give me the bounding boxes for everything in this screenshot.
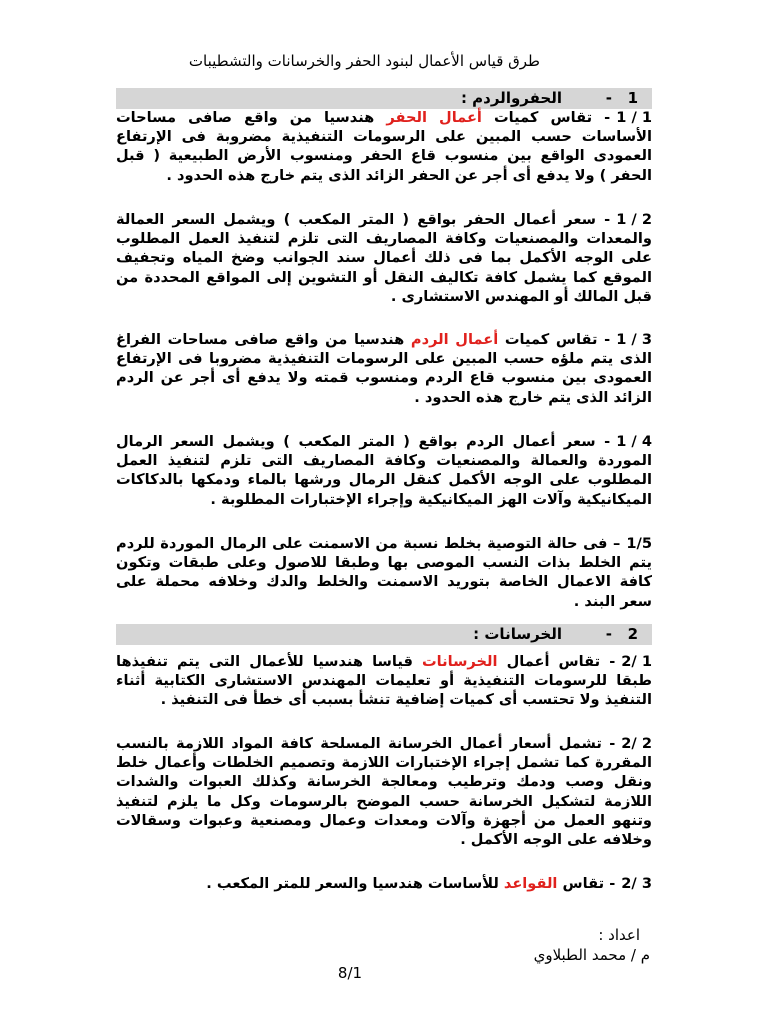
section-number: 2: [627, 625, 638, 643]
clause-highlight: القواعد: [503, 875, 558, 892]
clause-label: 1 / 4: [616, 433, 652, 450]
clause-2-1: [116, 652, 652, 710]
clause-1-1: [116, 108, 652, 185]
clause-text-post: هندسيا من واقع صافى مساحات الأساسات حسب المبين على الرسومات التنفيذية مضروبة فى الإرتفاع العمودى الواقع بين منسوب قاع الحفر ومنسوب الأرض الطبيعية ( قبل الحفر ) ولا يدفع أى أجر عن الحفر الزائد الذى يتم خارج هذه الحدود .: [116, 109, 652, 184]
clause-text-pre: - تقاس كميات: [481, 109, 611, 126]
section-header-concrete: [116, 624, 652, 645]
clause-highlight: الخرسانات: [421, 653, 498, 670]
section-title: الحفروالردم :: [460, 89, 562, 107]
clause-text-pre: – فى حالة التوصية بخلط نسبة من الاسمنت على الرمال الموردة للردم يتم الخلط بذات النسب الموصى بها وطبقا للاصول وعلى طبقات وتكون كافة الاعمال الخاصة بتوريد الاسمنت والخلط والدك وخلافه محملة على سعر البند .: [116, 535, 652, 610]
clause-label: 1/5: [626, 535, 652, 552]
clause-text-pre: - سعر أعمال الردم بواقع ( المتر المكعب ) ويشمل السعر الرمال الموردة والعمالة والمصنعيات وكافة المصاريف التى تلزم لتنفيذ العمل المطلوب على الوجه الأكمل كنقل الرمال ورشها بالماء ودمكها بالدكاكات الميكانيكية وآلات الهز الميكانيكية وإجراء الإختبارات المطلوبة .: [116, 433, 652, 508]
clause-highlight: أعمال الحفر: [386, 109, 482, 126]
clause-1-2: [116, 210, 652, 306]
clause-text-pre: - سعر أعمال الحفر بواقع ( المتر المكعب ) ويشمل السعر العمالة والمعدات والمصنعيات وكافة المصاريف التى تلزم لتنفيذ العمل المطلوب على الوجه الأكمل بما فى ذلك أعمال سند الجوانب وضخ المياه وتجفيف الموقع كما يشمل كافة تكاليف النقل أو التشوين إلى المواقع المحددة من قبل المالك أو المهندس الاستشارى .: [116, 211, 652, 305]
clause-text-pre: - تقاس كميات: [498, 331, 611, 348]
clause-1-4: [116, 432, 652, 509]
section-title: الخرسانات :: [473, 625, 562, 643]
prepared-by-label: اعداد :: [598, 926, 640, 944]
clause-1-5: [116, 534, 652, 611]
clause-label: 2/ 1: [621, 653, 652, 670]
clause-1-3: [116, 330, 652, 407]
clause-text-post: هندسيا من واقع صافى مساحات الفراغ الذى يتم ملؤه حسب المبين على الرسومات التنفيذية مضروبا فى الإرتفاع العمودى بين منسوب قاع الردم ومنسوب قمته ولا يدفع أى أجر عن الردم الزائد الذى يتم خارج هذه الحدود .: [116, 331, 652, 406]
clause-text-pre: - تقاس: [557, 875, 616, 892]
clause-label: 2/ 3: [621, 875, 652, 892]
clause-text-post: قياسا هندسيا للأعمال التى يتم تنفيذها طبقا للرسومات التنفيذية أو تعليمات المهندس الاستشارى الكتابية أثناء التنفيذ ولا تحتسب أى كميات إضافية تنشأ بسبب أى خطأ فى التنفيذ .: [116, 653, 652, 709]
document-title: طرق قياس الأعمال لبنود الحفر والخرسانات والتشطيبات: [188, 52, 540, 70]
clause-text-post: للأساسات هندسيا والسعر للمتر المكعب .: [206, 875, 504, 892]
section-header-excavation: [116, 88, 652, 109]
clause-text-pre: - تقاس أعمال: [497, 653, 616, 670]
clause-label: 1 / 2: [616, 211, 652, 228]
page-number: 8/1: [337, 964, 363, 982]
clause-label: 1 / 1: [616, 109, 653, 126]
clause-2-2: [116, 734, 652, 849]
clause-text-pre: - تشمل أسعار أعمال الخرسانة المسلحة كافة المواد اللازمة بالنسب المقررة كما تشمل إجراء الإختبارات اللازمة وتصميم الخلطات وأعمال خلط ونقل وصب ودمك وترطيب ومعالجة الخرسانة وكذلك العبوات والشدات اللازمة لتشكيل الخرسانة حسب الموضح بالرسومات وكل ما يلزم لتنفيذ وتنهو العمل من أجهزة وآلات ومعدات وعمال ومصنعية وعبوات وسقالات وخلافه على الوجه الأكمل .: [116, 735, 652, 849]
clause-label: 2/ 2: [621, 735, 652, 752]
section-dash: -: [605, 625, 612, 643]
clause-highlight: أعمال الردم: [410, 331, 499, 348]
section-number: 1: [627, 89, 638, 107]
clause-2-3: [116, 874, 652, 893]
section-dash: -: [605, 89, 612, 107]
author-name: م / محمد الطبلاوي: [533, 946, 650, 964]
clause-label: 1 / 3: [616, 331, 652, 348]
